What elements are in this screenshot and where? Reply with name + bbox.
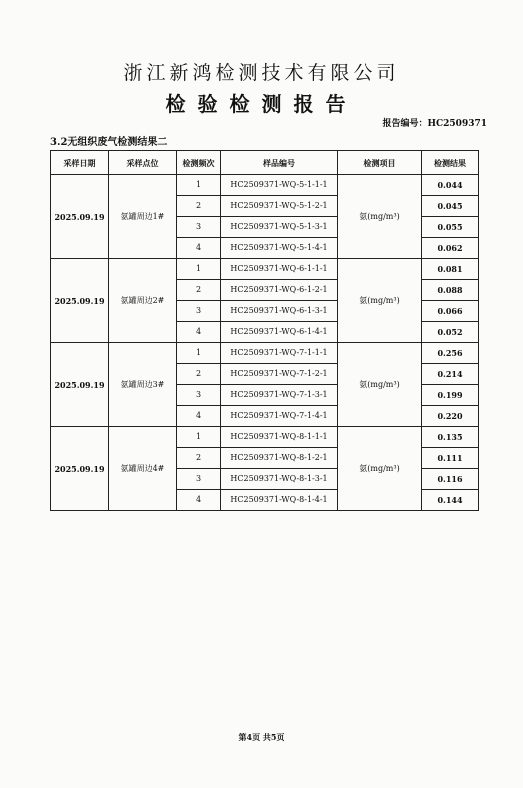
frequency-cell: 3	[177, 217, 221, 238]
header-sample-id: 样品编号	[221, 151, 338, 175]
result-cell: 0.055	[422, 217, 479, 238]
date-cell: 2025.09.19	[51, 175, 109, 259]
frequency-cell: 4	[177, 406, 221, 427]
section-title: 3.2无组织废气检测结果二	[50, 137, 168, 148]
sample-id-cell: HC2509371-WQ-5-1-4-1	[221, 238, 338, 259]
frequency-cell: 1	[177, 175, 221, 196]
date-cell: 2025.09.19	[51, 427, 109, 511]
sample-id-cell: HC2509371-WQ-7-1-1-1	[221, 343, 338, 364]
result-cell: 0.081	[422, 259, 479, 280]
table-row	[51, 427, 479, 448]
sample-id-cell: HC2509371-WQ-6-1-3-1	[221, 301, 338, 322]
result-cell: 0.214	[422, 364, 479, 385]
frequency-cell: 1	[177, 427, 221, 448]
table-header-row	[51, 151, 479, 175]
sample-id-cell: HC2509371-WQ-5-1-3-1	[221, 217, 338, 238]
report-number: 报告编号：HC2509371	[382, 119, 487, 129]
test-item-cell: 氨(mg/m³)	[338, 343, 422, 427]
table-row	[51, 343, 479, 364]
header-test-item: 检测项目	[338, 151, 422, 175]
result-cell: 0.062	[422, 238, 479, 259]
result-cell: 0.135	[422, 427, 479, 448]
sample-id-cell: HC2509371-WQ-8-1-2-1	[221, 448, 338, 469]
table-row	[51, 175, 479, 196]
header-location: 采样点位	[109, 151, 177, 175]
header-date: 采样日期	[51, 151, 109, 175]
frequency-cell: 1	[177, 259, 221, 280]
test-item-cell: 氨(mg/m³)	[338, 175, 422, 259]
page-number: 第4页 共5页	[238, 732, 285, 742]
test-item-cell: 氨(mg/m³)	[338, 259, 422, 343]
sample-id-cell: HC2509371-WQ-8-1-4-1	[221, 490, 338, 511]
frequency-cell: 2	[177, 364, 221, 385]
result-cell: 0.144	[422, 490, 479, 511]
sample-id-cell: HC2509371-WQ-6-1-1-1	[221, 259, 338, 280]
location-cell: 氨罐周边4#	[109, 427, 177, 511]
result-cell: 0.116	[422, 469, 479, 490]
frequency-cell: 1	[177, 343, 221, 364]
header-result: 检测结果	[422, 151, 479, 175]
sample-id-cell: HC2509371-WQ-7-1-3-1	[221, 385, 338, 406]
location-cell: 氨罐周边1#	[109, 175, 177, 259]
sample-id-cell: HC2509371-WQ-8-1-3-1	[221, 469, 338, 490]
frequency-cell: 2	[177, 448, 221, 469]
location-cell: 氨罐周边3#	[109, 343, 177, 427]
frequency-cell: 2	[177, 280, 221, 301]
frequency-cell: 4	[177, 322, 221, 343]
header-frequency: 检测频次	[177, 151, 221, 175]
sample-id-cell: HC2509371-WQ-8-1-1-1	[221, 427, 338, 448]
results-table	[50, 150, 479, 511]
frequency-cell: 2	[177, 196, 221, 217]
report-title: 检验检测报告	[165, 92, 358, 116]
frequency-cell: 3	[177, 301, 221, 322]
date-cell: 2025.09.19	[51, 343, 109, 427]
frequency-cell: 3	[177, 469, 221, 490]
sample-id-cell: HC2509371-WQ-5-1-1-1	[221, 175, 338, 196]
location-cell: 氨罐周边2#	[109, 259, 177, 343]
sample-id-cell: HC2509371-WQ-6-1-4-1	[221, 322, 338, 343]
sample-id-cell: HC2509371-WQ-7-1-4-1	[221, 406, 338, 427]
sample-id-cell: HC2509371-WQ-7-1-2-1	[221, 364, 338, 385]
result-cell: 0.045	[422, 196, 479, 217]
sample-id-cell: HC2509371-WQ-5-1-2-1	[221, 196, 338, 217]
result-cell: 0.220	[422, 406, 479, 427]
frequency-cell: 3	[177, 385, 221, 406]
frequency-cell: 4	[177, 490, 221, 511]
test-item-cell: 氨(mg/m³)	[338, 427, 422, 511]
table-row	[51, 259, 479, 280]
company-name: 浙江新鸿检测技术有限公司	[123, 62, 400, 84]
table-body	[51, 175, 479, 511]
result-cell: 0.088	[422, 280, 479, 301]
frequency-cell: 4	[177, 238, 221, 259]
date-cell: 2025.09.19	[51, 259, 109, 343]
result-cell: 0.052	[422, 322, 479, 343]
result-cell: 0.044	[422, 175, 479, 196]
result-cell: 0.256	[422, 343, 479, 364]
sample-id-cell: HC2509371-WQ-6-1-2-1	[221, 280, 338, 301]
result-cell: 0.199	[422, 385, 479, 406]
result-cell: 0.066	[422, 301, 479, 322]
result-cell: 0.111	[422, 448, 479, 469]
